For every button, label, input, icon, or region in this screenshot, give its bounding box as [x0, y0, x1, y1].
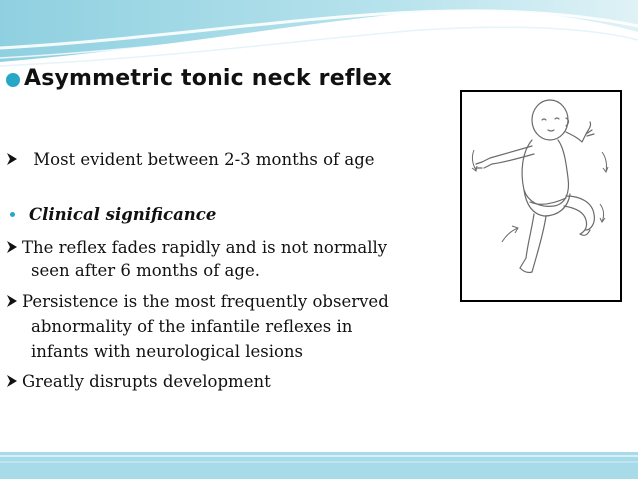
- bullet-text: abnormality of the infantile reflexes in: [31, 317, 353, 336]
- slide-title: Asymmetric tonic neck reflex: [24, 66, 392, 91]
- bullet-persistence-cont-1: [6, 316, 352, 338]
- bullet-text: Persistence is the most frequently observed: [22, 292, 389, 311]
- bullet-persistence: [6, 291, 389, 313]
- bullet-most-evident: [6, 149, 375, 171]
- arrow-bullet-icon: [6, 374, 18, 388]
- bullet-persistence-cont-2: [6, 341, 303, 363]
- bullet-text: Most evident between 2-3 months of age: [33, 150, 375, 169]
- arrow-bullet-icon: [6, 294, 18, 308]
- small-dot-bullet-icon: [10, 212, 15, 217]
- bullet-text: infants with neurological lesions: [31, 342, 304, 361]
- title-row: [6, 66, 392, 91]
- baby-illustration-icon: [462, 92, 620, 300]
- arrow-bullet-icon: [6, 152, 18, 166]
- filled-circle-bullet-icon: [6, 73, 20, 87]
- bullet-text: Greatly disrupts development: [22, 372, 271, 391]
- bullet-text: seen after 6 months of age.: [31, 261, 260, 280]
- reflex-illustration-frame: [460, 90, 622, 302]
- arrow-bullet-icon: [6, 240, 18, 254]
- bullet-reflex-fades-cont: [6, 260, 260, 282]
- bullet-disrupts: [6, 371, 271, 393]
- bottom-band: [0, 452, 638, 479]
- bullet-text: The reflex fades rapidly and is not normally: [22, 238, 388, 257]
- bullet-clinical-significance: [6, 204, 216, 226]
- bullet-reflex-fades: [6, 237, 387, 259]
- section-subtitle: Clinical significance: [29, 205, 217, 224]
